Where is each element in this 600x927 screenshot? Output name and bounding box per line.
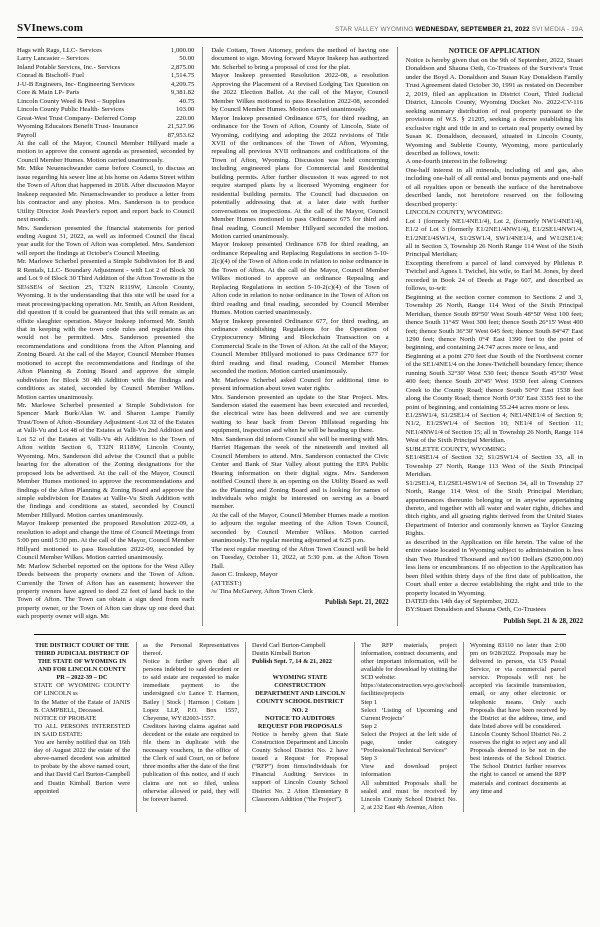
payee: Lincoln County Weed & Pest – Supplies (17, 97, 126, 105)
probate-paragraph: NOTICE OF PROBATE (34, 714, 97, 722)
minutes-paragraph: Mr. Marlowe Scherbel presented a Simple Subdivision for B and R Rentals, LLC- Boundary Adjustment - with Lot 2 of Block 30 and Lot 9 of Block 30 Third Addition of the Afton Townsite in the SE¼SE¼ of Section 25, T32N R119W, Lincoln County, Wyoming. It is the understanding that this site will be used for a meat processing/packing operation. Mr. Smith, an Afton Resident, did question if it could be guaranteed that this will remain as an offsite slaughter operation. Mayor Inskeep informed Mr. Smith that in keeping with the town code rules and regulations this would not be permitted. Mrs. Sanderson presented the recommendations and conditions from the Afton Planning and Zoning Board. At the call of the Mayor, Council Member Humes motioned to accept the recommendations and findings of the Afton Planning & Zoning Board and approve the simple subdivision for Block 30 4th Addition with the findings and conditions as stated, seconded by Council Member Wilkes. Motion carries unanimously. (17, 258, 195, 401)
main-section (17, 38, 583, 626)
column-middle (202, 47, 388, 626)
bottom-column-3 (245, 642, 348, 812)
minutes-paragraph: Mrs. Sanderson presented the financial statements for period ending August 31, 2022, as well as informed Council the fiscal year audit for the Town of Afton was completed. Mrs. Sanderson will report the findings at October's Council Meeting. (17, 224, 195, 257)
attest-line: (ATTEST:) (211, 579, 242, 587)
payment-row (17, 115, 194, 123)
payment-row (17, 47, 194, 55)
rfp-paragraph: Lincoln County School District No. 2 reserves the right to reject any and all Proposals deemed to be not in the best interests of the School District. The School District further reserves the right to cancel or amend the RFP materials and contract documents at any time and (470, 730, 566, 795)
page-header (17, 22, 583, 38)
amount: 103.00 (175, 106, 195, 114)
notice-paragraph: Notice is hereby given that on the 9th of September, 2022, Stuart Donaldson and Shauna Oeth, Co-Trustees of the Survivor's Trust under the Boyd A. Donaldson and Susan Kay Donaldson Family Trust Agreement dated October 30, 1991 as restated on December 2, 2019, filed an application in District Court, Third Judicial District, Lincoln County, Wyoming Docket No. 2022-CV-116 seeking summary distribution of real property pursuant to the provisions of W.S. § 21205, seeking a decree establishing his exclusive right and title in and to certain real property owned by Susan K. Donaldson, deceased, situated in Lincoln County, Wyoming and Sublette County, Wyoming, more particularly described as follows, towit: (405, 57, 583, 157)
payee: Inland Potable Services, Inc.- Services (17, 63, 121, 71)
representative-name: David Carl Burton-Campbell (252, 641, 326, 649)
step-instruction: Select ‘Listing of Upcoming and Current Projects’ (361, 706, 457, 722)
dateline-prefix: STAR VALLEY WYOMING (335, 26, 416, 33)
minutes-paragraph: Mr. Marlow Scherbel reported on the options for the West Alley Deeds between the property owners and the Town of Afton. Currently the Town of Afton has an easement; however the property owners have agreed to deed 22 feet of land back to the Town of Afton. The Town can obtain a sign deed from each property owner, or the Town of Afton can draw up one deed that each property owner will sign. Mr. (17, 562, 195, 621)
amount: 1,514.75 (170, 72, 195, 80)
payment-row (17, 98, 194, 106)
minutes-paragraph: Mayor Inskeep presented the proposed Resolution 2022-09, a resolution to adopt and change the time of Council Meetings from 5:00 pm until 5:30 pm. At the call of the Mayor, Council Member Hillyard motioned to pass Resolution 2022-09, seconded by Council Member Wilkes. Motion carried unanimously. (17, 520, 195, 562)
step-label: Step 2 (361, 722, 377, 730)
step-label: Step 1 (361, 698, 377, 706)
notice-paragraph: SUBLETTE COUNTY, WYOMING: (405, 445, 507, 453)
publish-date: Publish Sept. 21 & 28, 2022 (503, 617, 583, 625)
amount: 2,875.00 (170, 63, 195, 71)
bottom-section (34, 634, 566, 812)
minutes-paragraph: Mrs. Sanderson did inform Council she will be meeting with Mrs. Harriet Hageman the week of the nineteenth and invited all Council Members to attend. Mrs. Sanderson contacted the Civic Center and Bank of Star Valley about putting the EPA Public Hearing information on their digital signs. Mrs. Sanderson notified Council there is an opening on the Utility Board as well as the Planning and Zoning Board and is looking for names of individuals who might be interested on serving as a board member. (211, 435, 389, 511)
payment-row (17, 64, 194, 72)
payment-row (17, 89, 194, 97)
payment-row (17, 132, 194, 140)
payment-row (17, 81, 194, 89)
minutes-paragraph: Mayor Inskeep presented Ordinance 677, for third reading, an ordinance establishing Regulations for the Operation of Cryptocurrency Mining and Blockchain Transaction on a Commercial Scale in the Town of Afton. At the call of the Mayor, Council Member Hillyard motioned to pass Ordinance 677 for third reading and final reading, Council Member Humes seconded the motion. Motion carried unanimously. (211, 317, 389, 376)
rfp-paragraph: The RFP materials, project information, contract documents, and other important information, will be available for download by visiting the SCD website: (361, 641, 457, 682)
representative-name: Dustin Kimball Burton (252, 650, 311, 657)
probate-paragraph: Creditors having claims against said decedent or the estate are required to file them in duplicate with the necessary vouchers, in the office of the Clerk of said Court, on or before three months after the date of the first publication of this notice, and if such claims are not so filed, unless otherwise allowed or paid, they will be forever barred. (143, 722, 239, 803)
rfp-paragraph: Notice is hereby given that State Construction Department and Lincoln County School District No. 2 have issued a Request for Proposal (“RFP”) from firms/individuals for Financial Auditing Services in support of Lincoln County School District No. 2 Afton Elementary 8 Classroom Addition (“the Project”). (252, 730, 348, 803)
minutes-paragraph: At the call of the Mayor, Council Member Hillyard made a motion to approve the consent agenda as presented, seconded by Council Member Humes. Motion carried unanimously. (17, 139, 195, 164)
district-court-title: THE DISTRICT COURT OF THE THIRD JUDICIAL DISTRICT OF THE STATE OF WYOMING IN AND FOR LINCOLN COUNTY (34, 641, 130, 674)
notice-paragraph: LINCOLN COUNTY, WYOMING: (405, 209, 503, 217)
notice-paragraph: Excepting therefrom a parcel of land conveyed by Philetus P. Twichel and Agnes I. Twichel, his wife, to Earl M. Jones, by deed recorded in Book 24 of Deeds at Page 607, and described as follows, to-wit: (405, 259, 583, 293)
amount: 9,381.82 (170, 89, 195, 97)
probate-paragraph: TO ALL PERSONS INTERESTED IN SAID ESTATE: (34, 722, 130, 738)
spacer (252, 666, 348, 674)
payee: Wyoming Educators Benefit Trust- Insurance (17, 123, 139, 131)
mayor-signature: Jason C. Inskeep, Mayor (211, 571, 278, 579)
amount: 21,527.96 (167, 123, 195, 131)
step-instruction: Select the Project at the left side of page, under category “Professional/Technical Services” (361, 730, 457, 755)
amount: 1,000.00 (170, 47, 195, 54)
probate-paragraph: You are hereby notified that on 16th day of August 2022 the estate of the above-named decedent was admitted to probate by the above named court, and that David Carl Burton-Campbell and Dustin Kimball Burton were appointed (34, 739, 130, 795)
notice-to-auditors-title: NOTICE TO AUDITORS (265, 714, 335, 722)
amount: 50.00 (179, 55, 195, 63)
amount: 87,953.62 (167, 131, 195, 139)
masthead-title: SVInews.com (17, 22, 84, 34)
step-label: Step 3 (361, 755, 377, 763)
case-number: PR – 2022-39 – DC (56, 674, 108, 682)
payment-row (17, 55, 194, 63)
bottom-column-1 (34, 642, 130, 812)
rfp-paragraph: All submitted Proposals shall be sealed and must be received by Lincoln County School District No. 2, at 232 East 4th Avenue, Afton (361, 779, 457, 811)
probate-paragraph: In the Matter of the Estate of JANIS B. CAMPBELL, Deceased. (34, 698, 130, 714)
probate-paragraph: Notice is further given that all persons indebted to said decedent or to said estate are requested to make immediate payment to the undersigned c/o Lance T. Harmon, Bailey | Stock | Harmon | Cottam | Lopez LLP, P.O. Box 1557, Cheyenne, WY 82003-1557. (143, 658, 239, 722)
payee: Hags with Rags, LLC- Services (17, 47, 102, 54)
notice-paragraph: as described in the Application on file herein. The value of the entire estate located in Wyoming subject to administration is less than Two Hundred Thousand and no/100 Dollars ($200,000.00) less liens or encumbrances. If no objection to the Application has been filed within thirty days of the first date of publication, the Court shall enter a decree establishing the right and title to the property located in Wyoming. (405, 538, 583, 597)
payment-row (17, 106, 194, 114)
notice-paragraph: E1/2SW1/4, S1/2SE1/4 of Section 4; NE1/4NE1/4 of Section 9; N1/2, E1/2SW1/4 of Section 10; NE1/4 of Section 11; NE1/4NW1/4 of Section 15; all in Township 26 North, Range 114 West of the Sixth Principal Meridian. (405, 412, 583, 445)
notice-paragraph: Lot 1 (formerly NE1/4NE1/4), Lot 2, (formerly NW1/4NE1/4), E1/2 of Lot 3 (formerly E1/2NE1/4NW1/4), E1/2SE1/4NW1/4, E1/2NE1/4SW1/4, S1/2SW1/4, SW1/4NE1/4, and W1/2SE1/4; all in Section 3, Township 26 North Range 114 West of the Sixth Principal Meridian; (405, 217, 583, 259)
minutes-paragraph: Mrs. Sanderson presented an update to the Star Project. Mrs. Sanderson stated the easement has been executed and recorded, the electrical wire has been delivered and we are currently waiting to hear back from Devon Hillstead regarding his equipment, inspection and when he will be heading up there. (211, 393, 389, 435)
dated-line: DATED this 14th day of September, 2022. (405, 598, 520, 605)
minutes-paragraph: Mr. Mike Neuenschwander came before Council, to discuss an issue regarding his sewer line at his home on Adams Street within the Town of Afton that happened in 2018. After discussion Mayor Inskeep requested Mr. Neuenschwander to produce a letter from his contractor and any photos. Mrs. Sanderson is to produce Utility Director Josh Peavler's report and report back to Council next month. (17, 165, 195, 224)
clerk-signature: /s/ Tina McGarvey, Afton Town Clerk (211, 588, 313, 595)
minutes-paragraph: Mayor Inskeep presented Ordinance 675, for third reading, an ordinance for the Town of Afton, County of Lincoln, State of Wyoming, codifying and adopting the 2022 revisions of Title XVII of the ordinances of the Town of Afton, Wyoming, repealing all previous XVII ordinances and codifications of the Town of Afton, Wyoming. Discussion was held concerning including engineered plans for Commercial and Residential building permits. After further discussion it was agreed to not require stamped plans by a licensed Wyoming engineer for residential building permits. The Council had discussion on potentially addressing that at a later date with further conversations on inspections. At the call of the Mayor, Council Member Humes motioned to pass Ordinance 675 for third and final reading, Council Member Hillyard seconded the motion. Motion carried unanimously. (211, 114, 389, 240)
payee: Lincoln County Public Health- Services (17, 106, 124, 114)
column-left (17, 47, 194, 626)
bottom-column-5 (463, 642, 566, 812)
column-right (397, 47, 583, 626)
payee: Conrad & Bischoff- Fuel (17, 72, 84, 80)
trustees-signature: BY:Stuart Donaldson and Shauna Oeth, Co-Trustees (405, 606, 546, 614)
amount: 40.75 (179, 97, 195, 105)
probate-paragraph: as the Personal Representatives thereof. (143, 641, 239, 657)
minutes-paragraph: Dale Cottam, Town Attorney, prefers the method of having one document to sign. Moving forward Mayor Inskeep has authorized Mr. Scherbel to bring a proposal of cost for the plat. (211, 47, 389, 71)
minutes-paragraph: Mr. Marlowe Scherbel presented a Simple Subdivision for Spencer Mark Burk/Alan W. and Sharon Lampe Family Trust/Town of Afton -Boundary Adjustment -Lot 32 of the Estates at Valli-Vu and Lot 48 of the Estates at Valli-Vu 2nd Addition and Lot 52 of the Estates at Valli-Vu 4th Addition to the Town of Afton within Section 6, T32N R118W, Lincoln County, Wyoming. Mrs. Sanderson did advise the Council that a public hearing for the alteration of the Zoning designations for the proposed lots be advertised. At the call of the Mayor, Council Member Humes motioned to approve the recommendations and findings of the Afton Planning & Zoning Board and approve the simple subdivision for Estates at Vallie-Vu Sixth Addition with the findings and conditions as stated, seconded by Council Member Hillyard. Motion carries unanimously. (17, 402, 195, 519)
notice-paragraph: Beginning at the section corner common to Sections 2 and 3, Township 26 North, Range 114 West of the Sixth Principal Meridian, thence South 89°50' West South 48°50' West 100 feet; thence South 11°45' West 300 feet; thence South 26°15' West 400 feet; thence South 36°30' West 645 feet; thence South 84°47' East 1290 feet; thence North 0°4' East 1390 feet to the point of beginning, and containing 24.747 acres more or less, and (405, 293, 583, 352)
minutes-paragraph: Mayor Inskeep presented Resolution 2022-08, a resolution Approving the Placement of a Revised Lodging Tax Question on the 2022 Election Ballot. At the call of the Mayor, Council Member Wilkes motioned to pass Resolution 2022-08, seconded by Council Member Humes. Motion carried unanimously. (211, 72, 389, 114)
probate-paragraph: STATE OF WYOMING COUNTY OF LINCOLN ss (34, 682, 130, 698)
notice-of-application-title: NOTICE OF APPLICATION (448, 47, 540, 55)
dateline-suffix: SVI MEDIA - 19A (529, 26, 583, 33)
amount: 4,209.75 (170, 80, 195, 88)
payments-table (17, 47, 194, 140)
minutes-paragraph: Mayor Inskeep presented Ordinance 678 for third reading, an ordinance Repealing and Replacing Regulations in section 5-10-2(c)(4) of the Town of Afton code in relation to noise ordinance in the Town of Afton. At the call of the Mayor, Council Member Wilkes motioned to approve an ordinance Repealing and Replacing Regulations in section 5-10-2(c)(4) of the Town of Afton code in relation to noise ordinance in the Town of Afton on third reading and final reading, seconded by Council Member Humes. Motion carried unanimously. (211, 241, 389, 317)
payee: Payroll (17, 131, 37, 139)
notice-paragraph: A one-fourth interest in the following: (405, 158, 508, 166)
bottom-column-4 (354, 641, 465, 812)
payment-row (17, 123, 194, 131)
request-for-proposals-title: REQUEST FOR PROPOSALS (257, 722, 343, 730)
minutes-paragraph: The next regular meeting of the Afton Town Council will be held on Tuesday, October 11, 2022, at 5:30 p.m. at the Afton Town Hall. (211, 545, 389, 570)
notice-paragraph: Beginning at a point 270 feet due South of the Northwest corner of the SE1/4NE1/4 on the Jones-Twitchell boundary fence; thence running South 32°30' West 530 feet; thence South 45°30' West 400 feet; thence South 20°45' West 1930 feet along Connors Creek to the County Road; thence South 50°0' East 1538 feet along the County Road; thence North 0°30' East 3355 feet to the point of beginning, and containing 55.244 acres more or less. (405, 352, 583, 411)
amount: 220.00 (175, 114, 195, 122)
notice-paragraph: S1/2SE1/4, E1/2SE1/4SW1/4 of Section 34, all in Township 27 North, Range 114 West of the Sixth Principal Meridian; appurtenances thereunto belonging or in anywise appertaining thereto, and together with all water and water rights, ditches and ditch rights, and all grazing rights derived from the United States Department of Interior and commonly known as Taylor Grazing Rights. (405, 479, 583, 538)
dateline (335, 26, 583, 33)
notice-paragraph: SE1/4SE1/4 of Section 32; S1/2SW1/4 of Section 33, all in Township 27 North, Range 113 West of the Sixth Principal Meridian. (405, 454, 583, 479)
payee: Core & Main LP- Parts (17, 89, 80, 97)
dateline-date: WEDNESDAY, SEPTEMBER 21, 2022 (415, 26, 530, 33)
bottom-column-2 (136, 642, 239, 812)
step-instruction: View and download project information (361, 763, 457, 779)
publish-date: Publish Sept. 21, 2022 (325, 599, 389, 607)
minutes-paragraph: Mr. Marlowe Scherbel asked Council for additional time to present information about town water rights. (211, 376, 389, 393)
rfp-agency-title: WYOMING STATE CONSTRUCTION DEPARTMENT AND LINCOLN COUNTY SCHOOL DISTRICT NO. 2 (255, 674, 345, 714)
rfp-paragraph: Wyoming 83110 no later than 2:00 pm on 9/28/2022. Proposals may be delivered in person, via US Postal Service, or via commercial parcel service. Proposals will not be accepted via facsimile transmission, email, or any other electronic or telephonic means. Only such Proposals that have been received by the District at the address, time, and date listed above will be considered. (470, 641, 566, 730)
payment-row (17, 72, 194, 80)
payee: Great-West Trust Company- Deferred Comp (17, 114, 137, 122)
minutes-paragraph: At the call of the Mayor, Council Member Humes made a motion to adjourn the regular meeting of the Afton Town Council, seconded by Council Member Wilkes. Motion carried unanimously. The regular meeting adjourned at 6:25 p.m. (211, 511, 389, 545)
payee: J-U-B Engineers, Inc- Engineering Services (17, 80, 135, 88)
notice-paragraph: One-half interest in all minerals, including oil and gas, also including one-half of all rental and bonus payments and one-half of all royalties upon or beneath the surface of the hereinabove described lands, not heretofore reserved on the following described property: (405, 166, 583, 208)
publish-date: Publish Sept. 7, 14 & 21, 2022 (252, 658, 332, 666)
payee: Larry Lancaster – Services (17, 55, 89, 63)
scd-website-url: https://stateconstruction.wyo.gov/school-facilities/projects (361, 682, 465, 698)
